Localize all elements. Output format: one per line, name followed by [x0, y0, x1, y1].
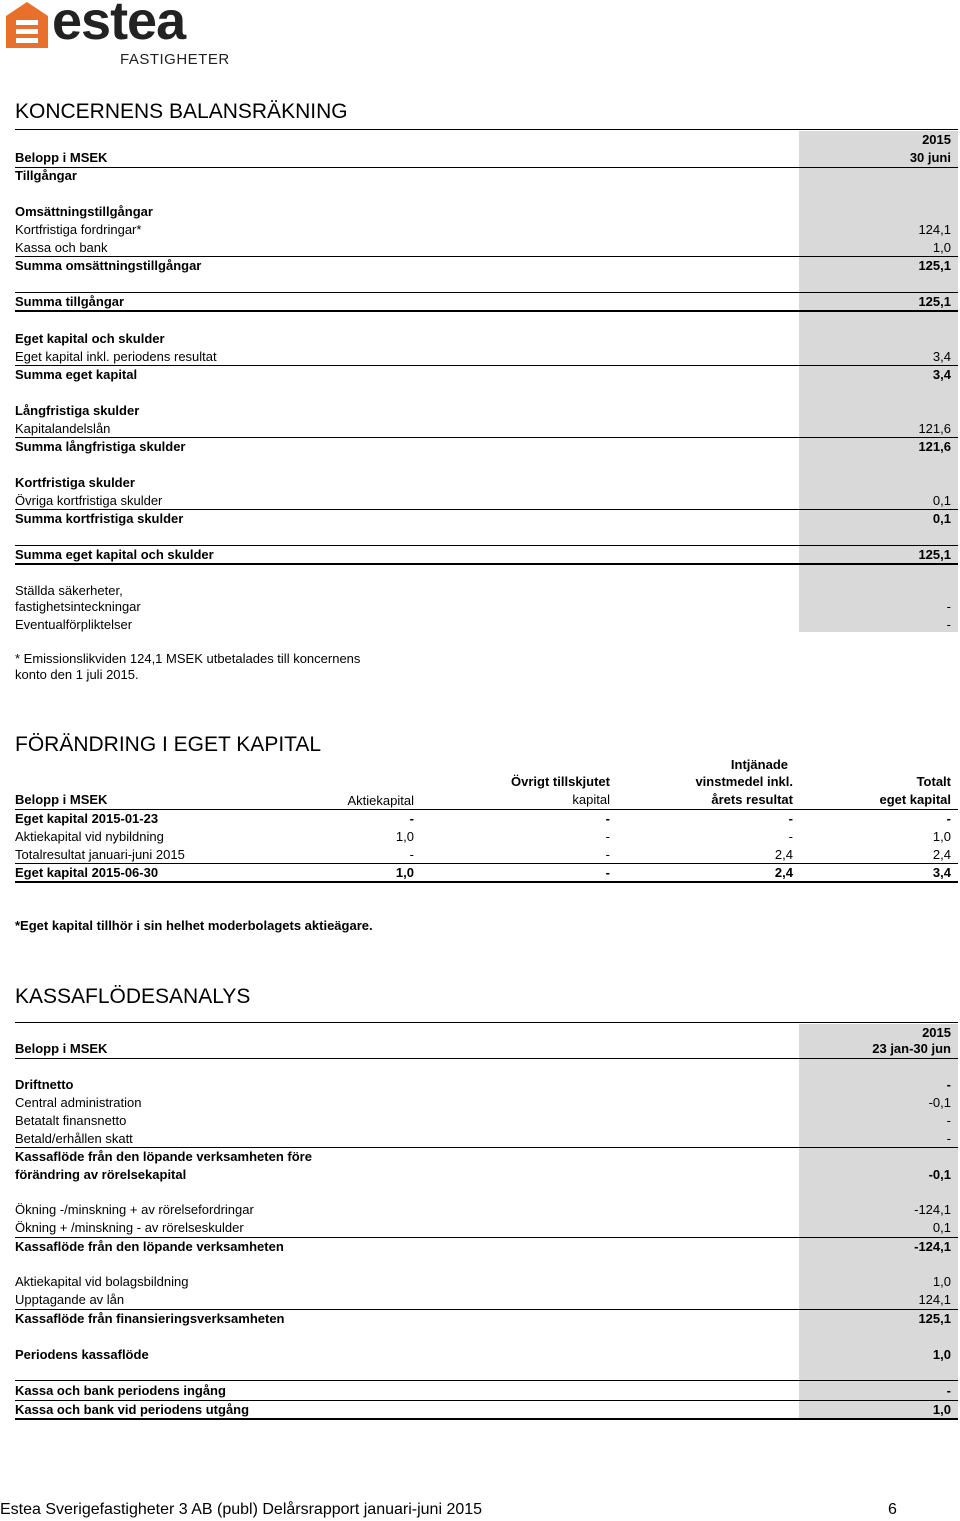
- table-row: Kortfristiga skulder: [15, 475, 135, 490]
- equity-unit: Belopp i MSEK: [15, 792, 108, 807]
- equity-col2-header-a: Övrigt tillskjutet: [511, 774, 610, 789]
- table-row: Betatalt finansnetto -: [15, 1113, 951, 1128]
- table-row: Eget kapital 2015-01-23 - - - -: [15, 811, 951, 826]
- table-row: Eventualförpliktelser -: [15, 617, 951, 632]
- table-row: Övriga kortfristiga skulder 0,1: [15, 493, 951, 508]
- table-row: Ökning + /minskning - av rörelseskulder 0,1: [15, 1220, 951, 1235]
- page-number: 6: [888, 1501, 897, 1518]
- equity-col1-header: Aktiekapital: [347, 793, 414, 808]
- table-row: Summa tillgångar 125,1: [15, 294, 951, 309]
- table-row: Periodens kassaflöde 1,0: [15, 1347, 951, 1362]
- equity-col3-header-c: årets resultat: [711, 792, 793, 807]
- table-row: Aktiekapital vid bolagsbildning 1,0: [15, 1274, 951, 1289]
- balance-unit: Belopp i MSEK: [15, 150, 108, 165]
- balance-header-row: [15, 149, 951, 167]
- cashflow-unit: Belopp i MSEK: [15, 1041, 108, 1056]
- equity-col3-header-a: Intjänade: [730, 757, 788, 772]
- balance-year-row: [15, 131, 951, 149]
- company-logo: [6, 2, 246, 70]
- table-row: Totalresultat januari-juni 2015 - - 2,4 2,4: [15, 847, 951, 862]
- equity-col2-header-b: kapital: [572, 792, 610, 807]
- table-row: Långfristiga skulder: [15, 403, 140, 418]
- table-row: Kassaflöde från den löpande verksamheten före: [15, 1149, 312, 1164]
- cashflow-header-rule: [15, 1058, 958, 1059]
- cashflow-top-rule: [15, 1022, 958, 1023]
- table-row: Aktiekapital vid nybildning 1,0 - - 1,0: [15, 829, 951, 844]
- table-row: Kortfristiga fordringar* 124,1: [15, 222, 951, 237]
- table-row: Ställda säkerheter,: [15, 583, 123, 598]
- table-row: Betald/erhållen skatt -: [15, 1131, 951, 1146]
- table-row: Eget kapital och skulder: [15, 331, 165, 346]
- cashflow-title: KASSAFLÖDESANALYS: [15, 985, 251, 1008]
- table-row: Upptagande av lån 124,1: [15, 1292, 951, 1307]
- balance-year: 2015: [922, 132, 951, 147]
- balance-title: KONCERNENS BALANSRÄKNING: [15, 100, 348, 123]
- balance-top-rule: [15, 129, 958, 130]
- table-row: Central administration -0,1: [15, 1095, 951, 1110]
- table-row: Tillgångar: [15, 168, 77, 183]
- rule: [15, 1380, 958, 1381]
- table-row: Eget kapital 2015-06-30 1,0 - 2,4 3,4: [15, 865, 951, 880]
- table-row: fastighetsinteckningar -: [15, 599, 951, 614]
- equity-col4-header-a: Totalt: [916, 774, 951, 789]
- table-row: Kassa och bank vid periodens utgång 1,0: [15, 1402, 951, 1417]
- balance-date: 30 juni: [909, 150, 951, 165]
- table-row: Kassa och bank periodens ingång -: [15, 1383, 951, 1398]
- table-row: Summa eget kapital och skulder 125,1: [15, 547, 951, 562]
- equity-title: FÖRÄNDRING I EGET KAPITAL: [15, 733, 322, 756]
- table-row: Summa kortfristiga skulder 0,1: [15, 511, 951, 526]
- table-row: Summa långfristiga skulder 121,6: [15, 439, 951, 454]
- balance-note: konto den 1 juli 2015.: [15, 667, 139, 682]
- double-rule: [15, 1418, 958, 1420]
- cashflow-period: 23 jan-30 jun: [872, 1041, 951, 1056]
- cashflow-header-row: [15, 1040, 951, 1058]
- double-rule: [15, 310, 958, 312]
- table-row: Eget kapital inkl. periodens resultat 3,4: [15, 349, 951, 364]
- table-row: Summa eget kapital 3,4: [15, 367, 951, 382]
- table-row: Kassaflöde från den löpande verksamheten -124,1: [15, 1239, 951, 1254]
- table-row: Kassaflöde från finansieringsverksamheten 125,1: [15, 1311, 951, 1326]
- logo-subtitle: FASTIGHETER: [120, 51, 230, 68]
- table-row: Ökning -/minskning + av rörelsefordringar -124,1: [15, 1202, 951, 1217]
- table-row: Summa omsättningstillgångar 125,1: [15, 258, 951, 273]
- cashflow-year: 2015: [922, 1025, 951, 1040]
- balance-note: * Emissionslikviden 124,1 MSEK utbetalades till koncernens: [15, 651, 361, 666]
- equity-col4-header-b: eget kapital: [879, 792, 951, 807]
- footer-text: Estea Sverigefastigheter 3 AB (publ) Delårsrapport januari-juni 2015: [0, 1501, 483, 1518]
- equity-note: *Eget kapital tillhör i sin helhet moderbolagets aktieägare.: [15, 918, 373, 933]
- equity-col3-header-b: vinstmedel inkl.: [695, 774, 793, 789]
- logo-wordmark: estea: [52, 0, 186, 51]
- table-row: förändring av rörelsekapital -0,1: [15, 1167, 951, 1182]
- logo-house-icon: [6, 2, 48, 48]
- table-row: Kassa och bank 1,0: [15, 240, 951, 255]
- table-row: Omsättningstillgångar: [15, 204, 153, 219]
- table-row: Kapitalandelslån 121,6: [15, 421, 951, 436]
- double-rule: [15, 881, 958, 883]
- double-rule: [15, 563, 958, 565]
- table-row: Driftnetto -: [15, 1077, 951, 1092]
